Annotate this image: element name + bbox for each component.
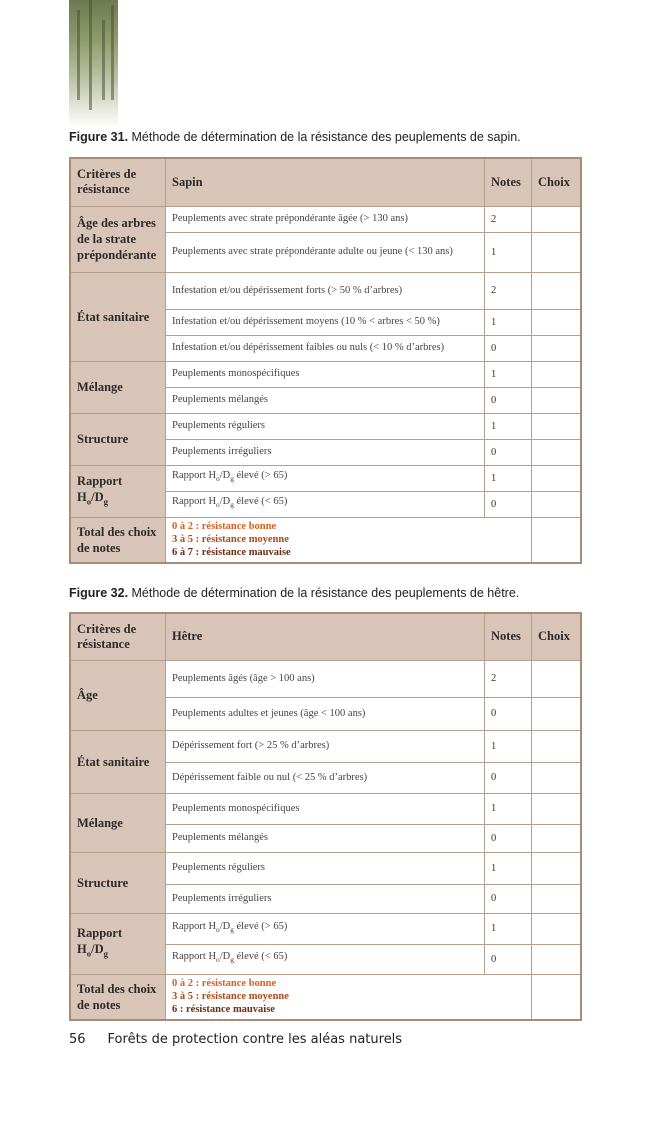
criteria-header: Critères de résistance: [70, 158, 166, 206]
note-value: 2: [485, 660, 532, 697]
option-row: Peuplements adultes et jeunes (âge < 100 ans): [166, 697, 485, 730]
criteria-age: Âge: [70, 660, 166, 730]
criteria-header: Critères de résistance: [70, 613, 166, 660]
criteria-sanitaire: État sanitaire: [70, 730, 166, 793]
note-value: 2: [485, 272, 532, 309]
choice-cell[interactable]: [532, 361, 582, 387]
option-row: [166, 913, 485, 944]
choice-cell[interactable]: [532, 335, 582, 361]
option-row: Infestation et/ou dépérissement forts (> 50 % d’arbres): [166, 272, 485, 309]
figure-32-text: Méthode de détermination de la résistance des peuplements de hêtre.: [128, 586, 520, 600]
total-legend: [166, 517, 532, 563]
choix-header: Choix: [532, 158, 582, 206]
option-row: [166, 491, 485, 517]
opt-sub: g: [230, 474, 234, 484]
note-value: 0: [485, 824, 532, 852]
legend-bad: 6 à 7 : résistance mauvaise: [172, 547, 291, 559]
rapport-label: Rapport: [77, 473, 123, 488]
choice-cell[interactable]: [532, 206, 582, 232]
note-value: 1: [485, 232, 532, 272]
notes-header: Notes: [485, 613, 532, 660]
criteria-rapport: [70, 913, 166, 974]
option-row: Peuplements mélangés: [166, 824, 485, 852]
choice-cell[interactable]: [532, 884, 582, 913]
option-row: Peuplements réguliers: [166, 852, 485, 884]
choice-cell[interactable]: [532, 465, 582, 491]
rapport-h: H: [77, 489, 87, 504]
note-value: 1: [485, 793, 532, 824]
choice-cell[interactable]: [532, 762, 582, 793]
hetre-table: [69, 612, 582, 1021]
opt-text: /D: [219, 470, 231, 482]
note-value: 0: [485, 697, 532, 730]
choice-cell[interactable]: [532, 491, 582, 517]
note-value: 1: [485, 309, 532, 335]
total-legend: [166, 974, 532, 1020]
note-value: 0: [485, 944, 532, 974]
opt-sub: g: [230, 500, 234, 510]
page-number: 56: [69, 1032, 86, 1047]
note-value: 0: [485, 762, 532, 793]
choice-cell[interactable]: [532, 413, 582, 439]
opt-text: /D: [219, 496, 231, 508]
opt-text: élevé (> 65): [233, 920, 288, 932]
opt-sub: o: [216, 925, 220, 935]
option-row: Peuplements mélangés: [166, 387, 485, 413]
opt-text: élevé (< 65): [233, 951, 288, 963]
species-header: Sapin: [166, 158, 485, 206]
rapport-sub-g: g: [103, 496, 108, 507]
choice-cell[interactable]: [532, 309, 582, 335]
rapport-sub-g: g: [103, 948, 108, 959]
criteria-melange: Mélange: [70, 793, 166, 852]
note-value: 1: [485, 852, 532, 884]
option-row: [166, 465, 485, 491]
note-value: 0: [485, 439, 532, 465]
rapport-sub-o: o: [86, 496, 92, 507]
option-row: Peuplements réguliers: [166, 413, 485, 439]
note-value: 1: [485, 413, 532, 439]
choice-cell[interactable]: [532, 660, 582, 697]
criteria-melange: Mélange: [70, 361, 166, 413]
option-row: Infestation et/ou dépérissement faibles ou nuls (< 10 % d’arbres): [166, 335, 485, 361]
rapport-h: H: [77, 942, 87, 957]
opt-text: élevé (< 65): [233, 496, 288, 508]
rapport-d: /D: [91, 942, 104, 957]
legend-medium: 3 à 5 : résistance moyenne: [172, 534, 289, 546]
note-value: 1: [485, 913, 532, 944]
figure-31-label: Figure 31.: [69, 130, 129, 144]
figure-31-caption: [69, 130, 521, 144]
criteria-sanitaire: État sanitaire: [70, 272, 166, 361]
criteria-total: Total des choix de notes: [70, 974, 166, 1020]
opt-text: Rapport H: [172, 920, 217, 932]
rapport-label: Rapport: [77, 926, 123, 941]
choice-cell[interactable]: [532, 272, 582, 309]
note-value: 0: [485, 491, 532, 517]
criteria-age: Âge des arbres de la strate prépondérante: [70, 206, 166, 272]
note-value: 2: [485, 206, 532, 232]
opt-text: Rapport H: [172, 496, 217, 508]
opt-sub: g: [230, 955, 234, 965]
option-row: Dépérissement fort (> 25 % d’arbres): [166, 730, 485, 762]
note-value: 1: [485, 361, 532, 387]
page-footer: [69, 1032, 402, 1047]
option-row: Dépérissement faible ou nul (< 25 % d’arbres): [166, 762, 485, 793]
option-row: Peuplements irréguliers: [166, 884, 485, 913]
note-value: 0: [485, 387, 532, 413]
total-choice-cell[interactable]: [532, 974, 582, 1020]
opt-sub: o: [216, 955, 220, 965]
opt-text: /D: [219, 951, 231, 963]
criteria-structure: Structure: [70, 413, 166, 465]
note-value: 1: [485, 465, 532, 491]
criteria-structure: Structure: [70, 852, 166, 913]
opt-sub: o: [216, 500, 220, 510]
choice-cell[interactable]: [532, 793, 582, 824]
option-row: Peuplements monospécifiques: [166, 361, 485, 387]
note-value: 1: [485, 730, 532, 762]
legend-good: 0 à 2 : résistance bonne: [172, 978, 277, 990]
opt-text: Rapport H: [172, 951, 217, 963]
opt-sub: g: [230, 925, 234, 935]
legend-bad: 6 : résistance mauvaise: [172, 1004, 275, 1016]
note-value: 0: [485, 335, 532, 361]
option-row: Infestation et/ou dépérissement moyens (10 % < arbres < 50 %): [166, 309, 485, 335]
choice-cell[interactable]: [532, 387, 582, 413]
choice-cell[interactable]: [532, 913, 582, 944]
opt-text: Rapport H: [172, 470, 217, 482]
option-row: Peuplements âgés (âge > 100 ans): [166, 660, 485, 697]
option-row: Peuplements irréguliers: [166, 439, 485, 465]
choice-cell[interactable]: [532, 730, 582, 762]
legend-good: 0 à 2 : résistance bonne: [172, 521, 277, 533]
opt-sub: o: [216, 474, 220, 484]
choice-cell[interactable]: [532, 439, 582, 465]
figure-31-text: Méthode de détermination de la résistance des peuplements de sapin.: [128, 130, 521, 144]
choice-cell[interactable]: [532, 232, 582, 272]
criteria-total: Total des choix de notes: [70, 517, 166, 563]
choice-cell[interactable]: [532, 824, 582, 852]
option-row: Peuplements avec strate prépondérante âgée (> 130 ans): [166, 206, 485, 232]
option-row: Peuplements avec strate prépondérante adulte ou jeune (< 130 ans): [166, 232, 485, 272]
option-row: Peuplements monospécifiques: [166, 793, 485, 824]
criteria-rapport: [70, 465, 166, 517]
note-value: 0: [485, 884, 532, 913]
figure-32-caption: [69, 586, 519, 600]
notes-header: Notes: [485, 158, 532, 206]
sapin-table: [69, 157, 582, 564]
rapport-d: /D: [91, 489, 104, 504]
rapport-sub-o: o: [86, 948, 92, 959]
choice-cell[interactable]: [532, 852, 582, 884]
opt-text: /D: [219, 920, 231, 932]
figure-32-label: Figure 32.: [69, 586, 129, 600]
choice-cell[interactable]: [532, 697, 582, 730]
legend-medium: 3 à 5 : résistance moyenne: [172, 991, 289, 1003]
species-header: Hêtre: [166, 613, 485, 660]
total-choice-cell[interactable]: [532, 517, 582, 563]
opt-text: élevé (> 65): [233, 470, 288, 482]
forest-photo: [69, 0, 118, 128]
choix-header: Choix: [532, 613, 582, 660]
book-title: Forêts de protection contre les aléas naturels: [107, 1032, 403, 1047]
option-row: [166, 944, 485, 974]
choice-cell[interactable]: [532, 944, 582, 974]
